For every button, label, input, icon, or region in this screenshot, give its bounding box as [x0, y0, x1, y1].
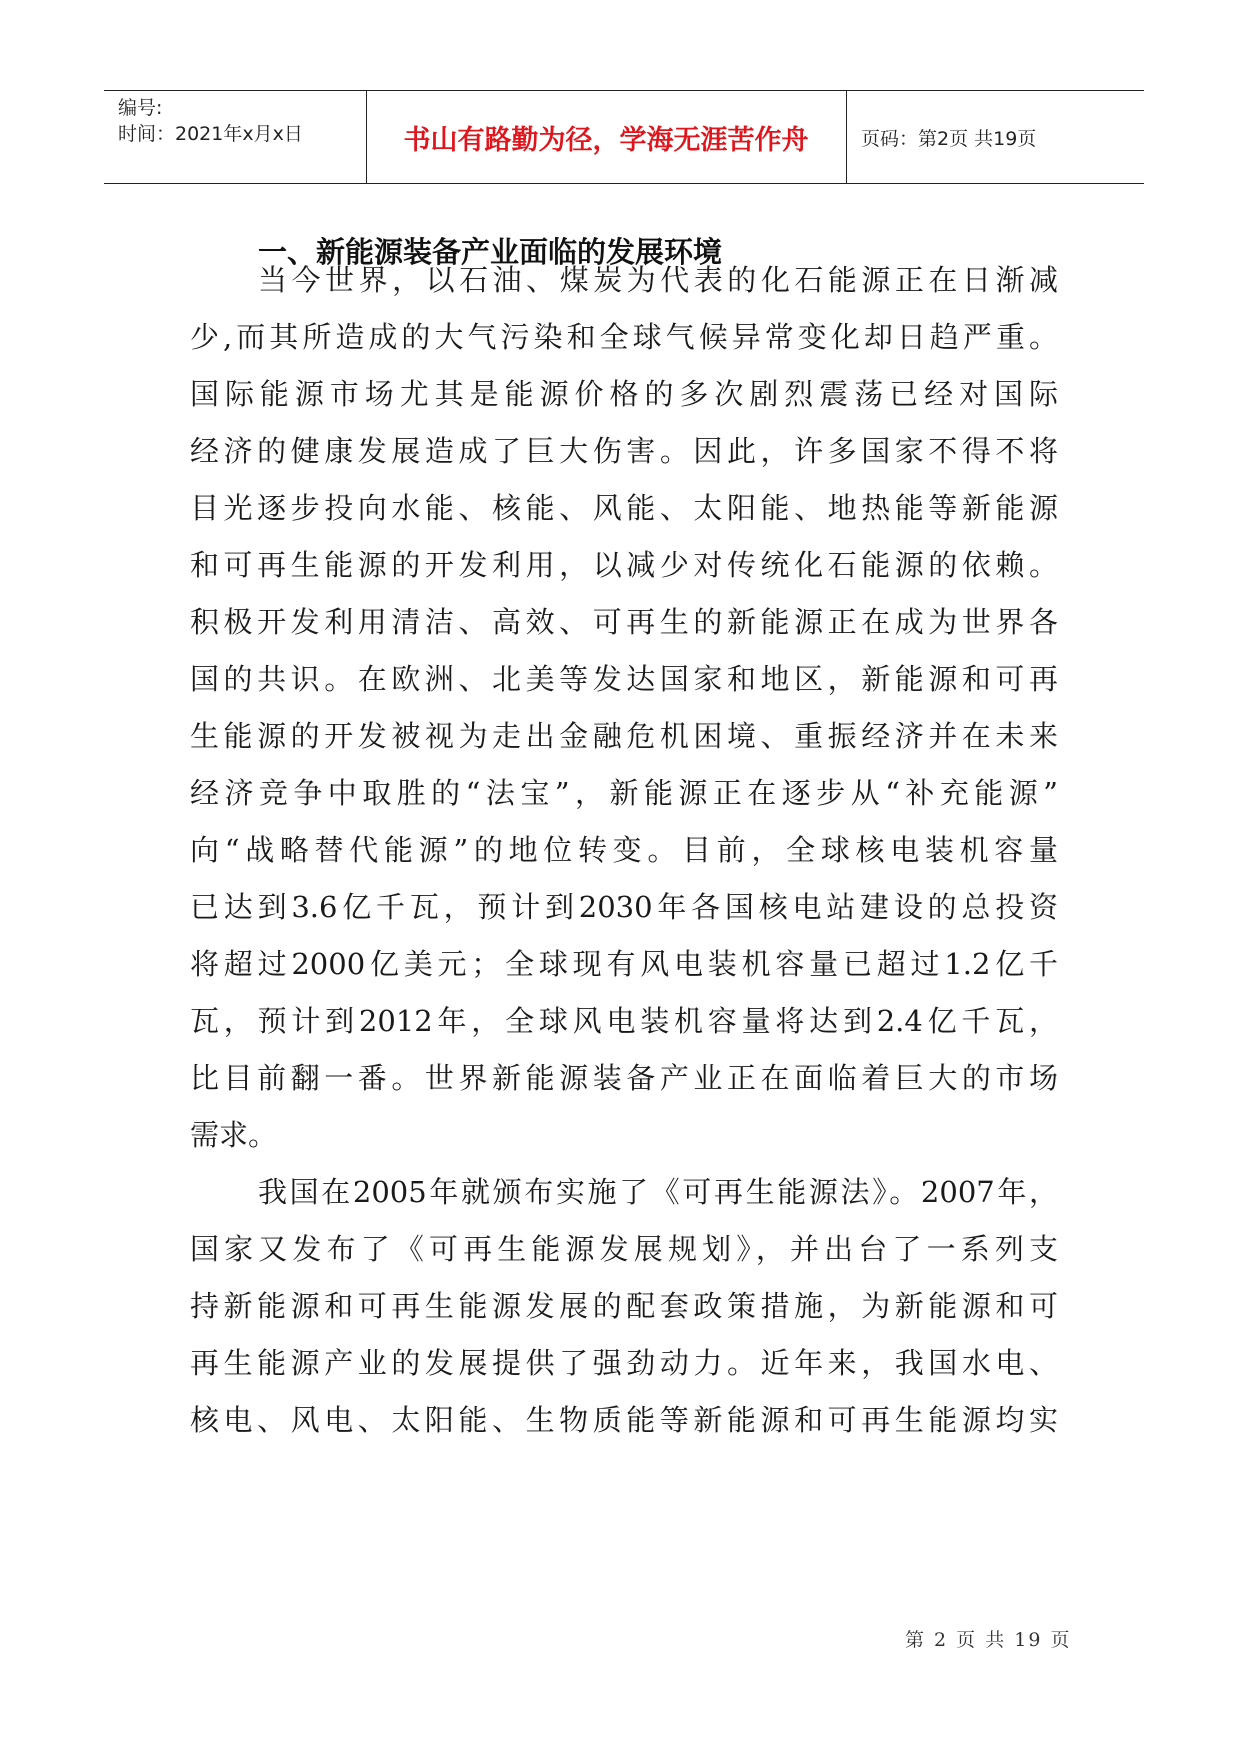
- section-heading: 一、新能源装备产业面临的发展环境: [258, 235, 723, 269]
- text-line: 再生能源产业的发展提供了强劲动力。近年来，我国水电、: [190, 1346, 1058, 1380]
- page-footer: 第 2 页 共 19 页: [905, 1629, 1072, 1651]
- text-line: 国际能源市场尤其是能源价格的多次剧烈震荡已经对国际: [190, 377, 1058, 411]
- header-info-cell: [104, 91, 367, 183]
- document-time-label: 时间：2021年x月x日: [118, 123, 303, 145]
- text-line: 少,而其所造成的大气污染和全球气候异常变化却日趋严重。: [190, 320, 1058, 354]
- text-line: 持新能源和可再生能源发展的配套政策措施，为新能源和可: [190, 1289, 1058, 1323]
- text-line: 瓦，预计到2012年，全球风电装机容量将达到2.4亿千瓦，: [190, 1004, 1058, 1038]
- text-line: 我国在2005年就颁布实施了《可再生能源法》。2007年，: [258, 1175, 1058, 1209]
- header-page-cell: [847, 91, 1144, 183]
- text-line: 生能源的开发被视为走出金融危机困境、重振经济并在未来: [190, 719, 1058, 753]
- text-line: 当今世界，以石油、煤炭为代表的化石能源正在日渐减: [258, 263, 1058, 297]
- text-line: 经济竞争中取胜的“法宝”，新能源正在逐步从“补充能源”: [190, 776, 1058, 810]
- text-line: 向“战略替代能源”的地位转变。目前，全球核电装机容量: [190, 833, 1058, 867]
- text-line: 需求。: [190, 1118, 278, 1152]
- header-motto: 书山有路勤为径，学海无涯苦作舟: [403, 125, 809, 156]
- text-line: 将超过2000亿美元；全球现有风电装机容量已超过1.2亿千: [190, 947, 1058, 981]
- text-line: 和可再生能源的开发利用，以减少对传统化石能源的依赖。: [190, 548, 1058, 582]
- text-line: 目光逐步投向水能、核能、风能、太阳能、地热能等新能源: [190, 491, 1058, 525]
- text-line: 已达到3.6亿千瓦，预计到2030年各国核电站建设的总投资: [190, 890, 1058, 924]
- header-motto-cell: [366, 91, 847, 183]
- text-line: 国家又发布了《可再生能源发展规划》，并出台了一系列支: [190, 1232, 1058, 1266]
- text-line: 比目前翻一番。世界新能源装备产业正在面临着巨大的市场: [190, 1061, 1058, 1095]
- page-header: [104, 90, 1144, 184]
- document-number-label: 编号:: [118, 97, 163, 119]
- text-line: 国的共识。在欧洲、北美等发达国家和地区，新能源和可再: [190, 662, 1058, 696]
- header-page-code: 页码：第2页 共19页: [861, 128, 1037, 150]
- text-line: 积极开发利用清洁、高效、可再生的新能源正在成为世界各: [190, 605, 1058, 639]
- text-line: 核电、风电、太阳能、生物质能等新能源和可再生能源均实: [190, 1403, 1058, 1437]
- text-line: 经济的健康发展造成了巨大伤害。因此，许多国家不得不将: [190, 434, 1058, 468]
